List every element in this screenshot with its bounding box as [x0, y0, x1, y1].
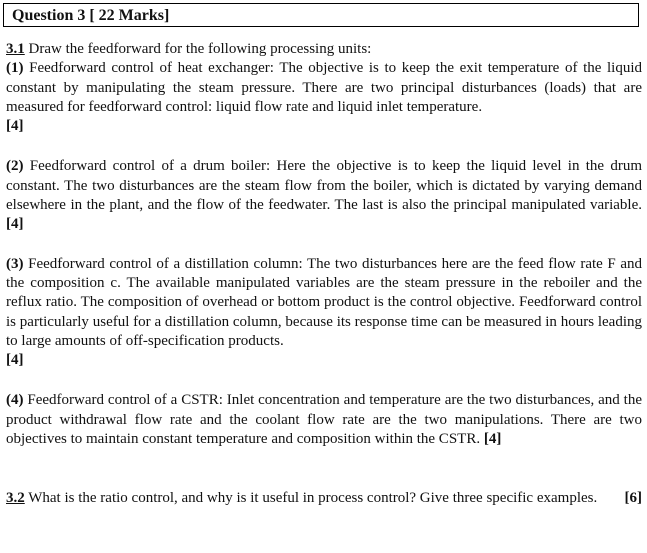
item-marks: [4]	[483, 431, 502, 448]
item-1	[6, 59, 642, 136]
question-title: Question 3 [ 22 Marks]	[12, 7, 170, 24]
section-number: 3.2	[6, 490, 25, 507]
section-text: What is the ratio control, and why is it useful in process control? Give three specific examples.	[28, 490, 598, 507]
question-body	[6, 40, 642, 509]
item-2	[6, 157, 642, 234]
item-marks: [4]	[6, 118, 24, 135]
item-text: Feedforward control of a CSTR: Inlet concentration and temperature are the two disturbances, and the product withdrawal flow rate and the coolant flow rate are the two manipulations. There are two objectives to maintain constant temperature and composition within the CSTR.	[6, 392, 643, 448]
section-marks: [6]	[624, 490, 642, 507]
item-4	[6, 391, 642, 449]
item-number: (4)	[6, 392, 24, 409]
item-marks: [4]	[6, 352, 24, 369]
item-number: (1)	[6, 60, 24, 77]
question-header-box	[3, 3, 639, 27]
section-3-1-intro	[6, 40, 642, 59]
item-3	[6, 255, 642, 371]
item-number: (2)	[6, 158, 24, 175]
item-marks: [4]	[6, 216, 24, 233]
section-3-2	[6, 489, 642, 508]
section-intro-text: Draw the feedforward for the following processing units:	[28, 41, 372, 57]
item-text: Feedforward control of a drum boiler: Here the objective is to keep the liquid level in the drum constant. The two disturbances are the steam flow from the boiler, which is dictated by varying demand elsewhere in the plant, and the flow of the feedwater. The last is also the principal manipulated variable.	[6, 158, 642, 214]
item-number: (3)	[6, 255, 24, 272]
item-text: Feedforward control of a distillation column: The two disturbances here are the feed flow rate F and the composition c. The available manipulated variables are the steam pressure in the reboiler and the reflux ratio. The composition of overhead or bottom product is the control objective. Feedforward control is particularly useful for a distillation column, because its response time can be measured in hours leading to large amounts of off-specification products.	[6, 255, 643, 349]
section-number: 3.1	[6, 41, 25, 57]
item-text: Feedforward control of heat exchanger: The objective is to keep the exit temperature of the liquid constant by manipulating the steam pressure. There are two principal disturbances (loads) that are measured for feedforward control: liquid flow rate and liquid inlet temperature.	[6, 60, 643, 115]
